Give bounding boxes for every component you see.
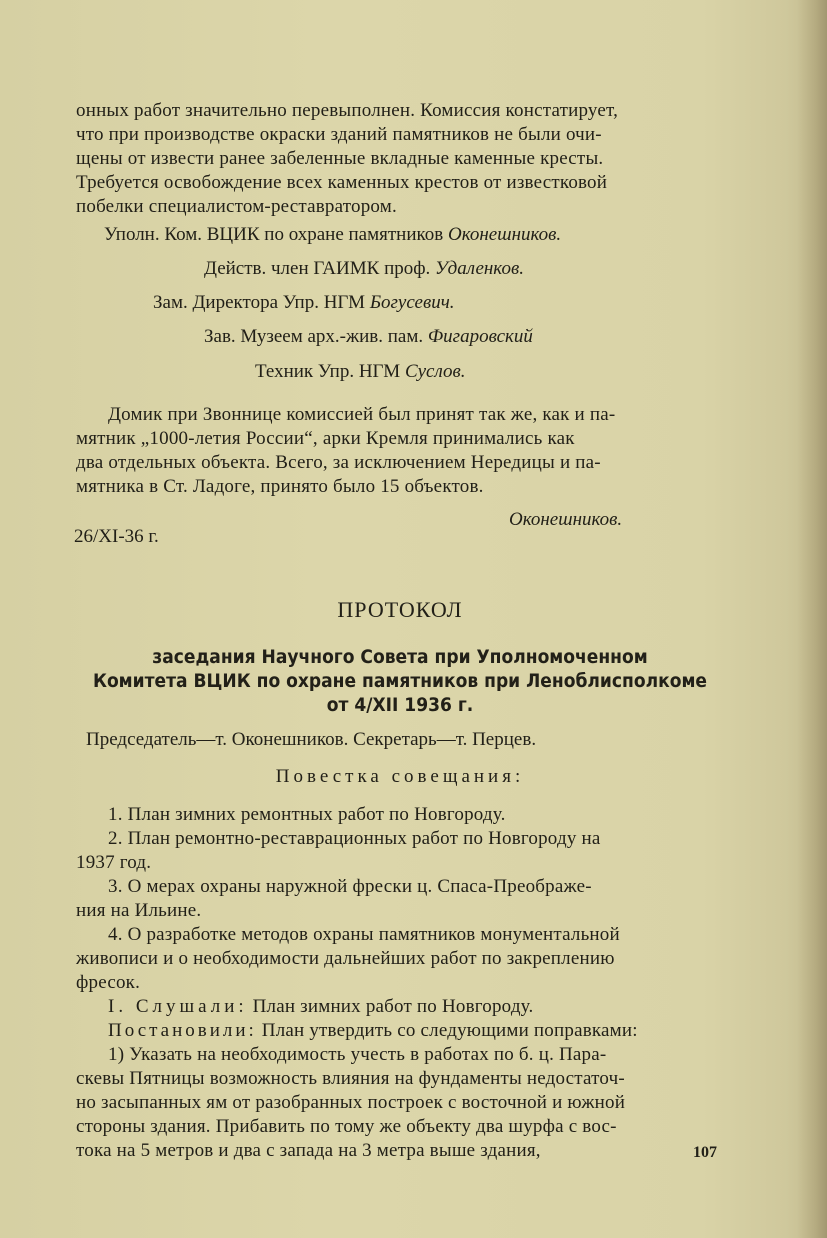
text-line: 4. О разработке методов охраны памятников монументальной [108, 924, 620, 945]
resolved-label: Постановили: [108, 1020, 257, 1041]
text-line: 1) Указать на необходимость учесть в работах по б. ц. Пара- [108, 1044, 607, 1065]
text-line: два отдельных объекта. Всего, за исключением Нередицы и па- [76, 452, 601, 473]
closing-signer: Оконешников. [509, 509, 623, 530]
resolved-line [76, 1019, 724, 1043]
agenda-item-1 [76, 803, 724, 827]
text-line: 1. План зимних ремонтных работ по Новгороду. [108, 804, 506, 825]
agenda-item-2 [76, 827, 724, 875]
signature-role: Действ. член ГАИМК проф. [204, 258, 431, 279]
text-line: Домик при Звоннице комиссией был принят так же, как и па- [108, 404, 616, 425]
text-line: 2. План ремонтно-реставрационных работ по Новгороду на [108, 828, 601, 849]
signature-role: Зав. Музеем арх.-жив. пам. [204, 326, 424, 347]
subtitle-line: заседания Научного Совета при Уполномоченном [152, 646, 648, 668]
signature-line [153, 292, 455, 314]
signature-line [204, 258, 524, 280]
signature-line [255, 361, 466, 383]
subtitle-line: Комитета ВЦИК по охране памятников при Леноблисполкоме [92, 670, 708, 692]
text-line: скевы Пятницы возможность влияния на фундаменты недостаточ- [76, 1068, 625, 1089]
attendees-line: Председатель—т. Оконешников. Секретарь—т. Перцев. [86, 729, 537, 750]
signature-name: Суслов. [404, 361, 466, 382]
text-line: Требуется освобождение всех каменных крестов от известковой [76, 172, 608, 193]
agenda-item-3 [76, 875, 724, 923]
signature-name: Удаленков. [435, 258, 524, 279]
intro-paragraph [76, 99, 724, 219]
text-line: но засыпанных ям от разобранных построек с восточной и южной [76, 1092, 626, 1113]
text-line: щены от извести ранее забеленные вкладные каменные кресты. [76, 148, 604, 169]
signature-role: Зам. Директора Упр. НГМ [153, 292, 366, 313]
protocol-title: ПРОТОКОЛ [337, 597, 463, 622]
signature-name: Богусевич. [369, 292, 455, 313]
text-line: мятника в Ст. Ладоге, принято было 15 объектов. [76, 476, 484, 497]
signature-line [204, 326, 533, 348]
signature-role: Техник Упр. НГМ [255, 361, 401, 382]
text-line: побелки специалистом-реставратором. [76, 196, 397, 217]
text-line: фресок. [76, 972, 141, 993]
page-edge-shadow [797, 0, 827, 1238]
protocol-subtitle [76, 645, 724, 717]
page-number: 107 [693, 1144, 717, 1161]
heard-line [76, 995, 724, 1019]
heard-label: I. Слушали: [108, 996, 248, 1017]
signature-line [104, 224, 561, 246]
agenda-block [76, 803, 724, 1163]
signature-role: Уполн. Ком. ВЦИК по охране памятников [104, 224, 444, 245]
agenda-title: Повестка совещания: [275, 766, 525, 787]
text-line: 3. О мерах охраны наружной фрески ц. Спаса-Преображе- [108, 876, 592, 897]
text-line: мятник „1000-летия России“, арки Кремля принимались как [76, 428, 575, 449]
note-paragraph [76, 403, 724, 499]
text-line: живописи и о необходимости дальнейших работ по закреплению [76, 948, 615, 969]
text-line: ния на Ильине. [76, 900, 202, 921]
text-line: тока на 5 метров и два с запада на 3 метра выше здания, [76, 1140, 541, 1161]
text-line: 1937 год. [76, 852, 152, 873]
signature-name: Оконешников. [448, 224, 562, 245]
text-line: онных работ значительно перевыполнен. Комиссия констатирует, [76, 100, 619, 121]
subtitle-line: от 4/XII 1936 г. [326, 694, 474, 716]
agenda-item-4 [76, 923, 724, 995]
text-line: стороны здания. Прибавить по тому же объекту два шурфа с вос- [76, 1116, 617, 1137]
text-line: что при производстве окраски зданий памятников не были очи- [76, 124, 602, 145]
signature-name: Фигаровский [427, 326, 533, 347]
heard-text: План зимних работ по Новгороду. [247, 996, 534, 1017]
resolved-text: План утвердить со следующими поправками: [256, 1020, 638, 1041]
closing-date: 26/XI-36 г. [74, 526, 159, 547]
